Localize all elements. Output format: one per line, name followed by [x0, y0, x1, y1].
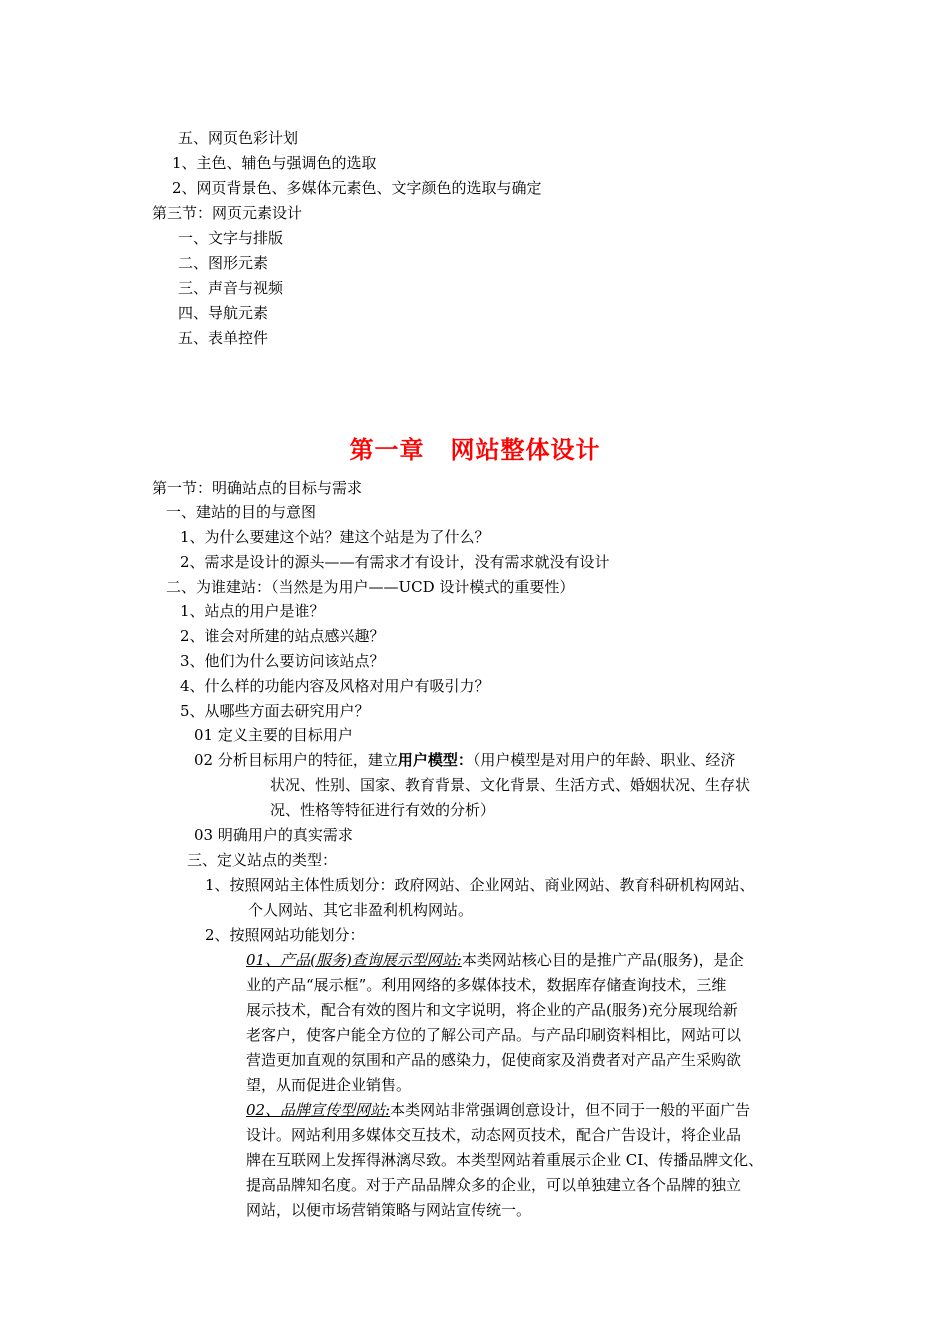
paragraph-line: 网站，以便市场营销策略与网站宣传统一。: [246, 1201, 532, 1219]
paragraph-line: 展示技术，配合有效的图片和文字说明，将企业的产品(服务)充分展现给新: [246, 1001, 738, 1019]
list-item: 3、他们为什么要访问该站点？: [180, 652, 385, 670]
paragraph-line: 牌在互联网上发挥得淋漓尽致。本类型网站着重展示企业 CI、传播品牌文化、: [246, 1151, 764, 1169]
outline-item: 四、导航元素: [178, 304, 269, 322]
list-item-continuation: 个人网站、其它非盈利机构网站。: [248, 901, 474, 919]
sub-item: 01 定义主要的目标用户: [194, 726, 353, 744]
outline-section: 第三节：网页元素设计: [152, 204, 303, 222]
chapter-number: 第一章: [349, 435, 425, 464]
sub-item: [194, 750, 735, 770]
chapter-heading: [0, 435, 950, 465]
outline-item: 三、声音与视频: [178, 279, 284, 297]
outline-item: 五、表单控件: [178, 329, 269, 347]
list-item: 2、谁会对所建的站点感兴趣？: [180, 627, 385, 645]
paragraph-02: [246, 1100, 750, 1120]
paragraph-text: 本类网站非常强调创意设计，但不同于一般的平面广告: [390, 1101, 751, 1119]
user-model-term: 用户模型：: [397, 751, 473, 769]
sub-item-text: （用户模型是对用户的年龄、职业、经济: [472, 751, 736, 769]
sub-item-text: 02 分析目标用户的特征，建立: [194, 751, 398, 769]
sub-item-continuation: 状况、性别、国家、教育背景、文化背景、生活方式、婚姻状况、生存状: [270, 776, 751, 794]
sub-item-continuation: 况、性格等特征进行有效的分析）: [270, 801, 496, 819]
list-item: 5、从哪些方面去研究用户？: [180, 702, 370, 720]
outline-item: 一、文字与排版: [178, 229, 284, 247]
paragraph-line: 设计。网站利用多媒体交互技术，动态网页技术，配合广告设计，将企业品: [246, 1126, 742, 1144]
paragraph-line: 提高品牌知名度。对于产品品牌众多的企业，可以单独建立各个品牌的独立: [246, 1176, 742, 1194]
section-heading: 第一节：明确站点的目标与需求: [152, 479, 363, 497]
paragraph-text: 本类网站核心目的是推广产品(服务)，是企: [461, 951, 744, 969]
outline-item: 2、网页背景色、多媒体元素色、文字颜色的选取与确定: [172, 179, 542, 197]
chapter-title: 网站整体设计: [450, 435, 601, 464]
paragraph-01: [246, 950, 744, 970]
paragraph-label: 02、品牌宣传型网站:: [246, 1101, 391, 1119]
paragraph-line: 望，从而促进企业销售。: [246, 1076, 412, 1094]
outline-item: 五、网页色彩计划: [178, 129, 299, 147]
outline-item: 二、图形元素: [178, 254, 269, 272]
list-item: 2、按照网站功能划分：: [205, 926, 365, 944]
heading-2: 二、为谁建站：（当然是为用户——UCD 设计模式的重要性）: [166, 578, 575, 596]
paragraph-line: 老客户，使客户能全方位的了解公司产品。与产品印刷资料相比，网站可以: [246, 1026, 742, 1044]
sub-item: 03 明确用户的真实需求: [194, 826, 353, 844]
paragraph-line: 业的产品“展示框”。利用网络的多媒体技术，数据库存储查询技术，三维: [246, 976, 727, 994]
list-item: 1、为什么要建这个站？建这个站是为了什么？: [180, 528, 490, 546]
paragraph-line: 营造更加直观的氛围和产品的感染力，促使商家及消费者对产品产生采购欲: [246, 1051, 742, 1069]
list-item: 1、按照网站主体性质划分：政府网站、企业网站、商业网站、教育科研机构网站、: [205, 876, 755, 894]
list-item: 4、什么样的功能内容及风格对用户有吸引力？: [180, 677, 490, 695]
heading-1: 一、建站的目的与意图: [166, 503, 317, 521]
list-item: 2、需求是设计的源头——有需求才有设计，没有需求就没有设计: [180, 553, 610, 571]
heading-3: 三、定义站点的类型：: [187, 851, 338, 869]
outline-item: 1、主色、辅色与强调色的选取: [172, 154, 377, 172]
list-item: 1、站点的用户是谁？: [180, 602, 325, 620]
paragraph-label: 01、产品(服务)查询展示型网站:: [246, 951, 462, 969]
